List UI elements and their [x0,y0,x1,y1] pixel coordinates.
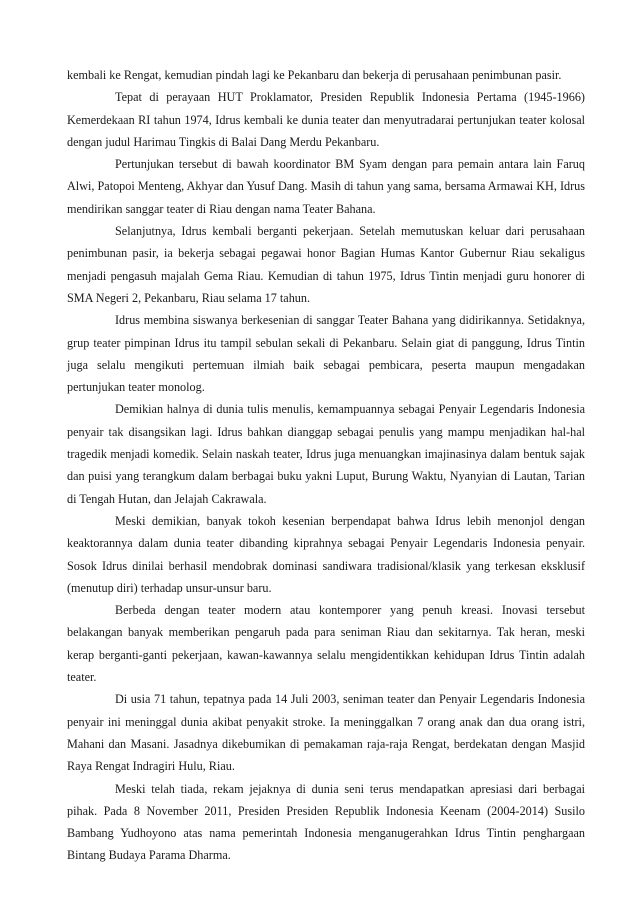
paragraph: Meski demikian, banyak tokoh kesenian berpendapat bahwa Idrus lebih menonjol dengan keaktorannya dalam dunia teater dibanding kiprahnya sebagai Penyair Legendaris Indonesia penyair. Sosok Idrus dinilai berhasil mendobrak dominasi sandiwara tradisional/klasik yang terkesan eksklusif (menutup diri) terhadap unsur-unsur baru. [67,513,585,595]
body-text [67,64,585,867]
paragraph: kembali ke Rengat, kemudian pindah lagi ke Pekanbaru dan bekerja di perusahaan penimbunan pasir. [67,68,562,82]
paragraph: Tepat di perayaan HUT Proklamator, Presiden Republik Indonesia Pertama (1945-1966) Kemerdekaan RI tahun 1974, Idrus kembali ke dunia teater dan menyutradarai pertunjukan teater kolosal dengan judul Harimau Tingkis di Balai Dang Merdu Pekanbaru. [67,90,585,149]
paragraph: Meski telah tiada, rekam jejaknya di dunia seni terus mendapatkan apresiasi dari berbagai pihak. Pada 8 November 2011, Presiden Presiden Republik Indonesia Keenam (2004-2014) Susilo Bambang Yudhoyono atas nama pemerintah Indonesia menganugerahkan Idrus Tintin penghargaan Bintang Budaya Parama Dharma. [67,781,585,863]
paragraph: Idrus membina siswanya berkesenian di sanggar Teater Bahana yang didirikannya. Setidaknya, grup teater pimpinan Idrus itu tampil sebulan sekali di Pekanbaru. Selain giat di panggung, Idrus Tintin juga selalu mengikuti pertemuan ilmiah baik sebagai pembicara, peserta maupun mengadakan pertunjukan teater monolog. [67,313,585,395]
paragraph: Demikian halnya di dunia tulis menulis, kemampuannya sebagai Penyair Legendaris Indonesia penyair tak disangsikan lagi. Idrus bahkan dianggap sebagai penulis yang mampu menjadikan hal-hal tragedik menjadi komedik. Selain naskah teater, Idrus juga menuangkan imajinasinya dalam bentuk sajak dan puisi yang terangkum dalam berbagai buku yakni Luput, Burung Waktu, Nyanyian di Lautan, Tarian di Tengah Hutan, dan Jelajah Cakrawala. [67,402,585,506]
paragraph: Pertunjukan tersebut di bawah koordinator BM Syam dengan para pemain antara lain Faruq Alwi, Patopoi Menteng, Akhyar dan Yusuf Dang. Masih di tahun yang sama, bersama Armawai KH, Idrus mendirikan sanggar teater di Riau dengan nama Teater Bahana. [67,157,585,216]
paragraph: Selanjutnya, Idrus kembali berganti pekerjaan. Setelah memutuskan keluar dari perusahaan penimbunan pasir, ia bekerja sebagai pegawai honor Bagian Humas Kantor Gubernur Riau sekaligus menjadi pengasuh majalah Gema Riau. Kemudian di tahun 1975, Idrus Tintin menjadi guru honorer di SMA Negeri 2, Pekanbaru, Riau selama 17 tahun. [67,224,585,305]
paragraph: Di usia 71 tahun, tepatnya pada 14 Juli 2003, seniman teater dan Penyair Legendaris Indonesia penyair ini meninggal dunia akibat penyakit stroke. Ia meninggalkan 7 orang anak dan dua orang istri, Mahani dan Masani. Jasadnya dikebumikan di pemakaman raja-raja Rengat, berdekatan dengan Masjid Raya Rengat Indragiri Hulu, Riau. [67,692,585,774]
paragraph: Berbeda dengan teater modern atau kontemporer yang penuh kreasi. Inovasi tersebut belakangan banyak memberikan pengaruh pada para seniman Riau dan sekitarnya. Tak heran, meski kerap berganti-ganti pekerjaan, kawan-kawannya selalu mengidentikkan kehidupan Idrus Tintin adalah teater. [67,603,585,685]
